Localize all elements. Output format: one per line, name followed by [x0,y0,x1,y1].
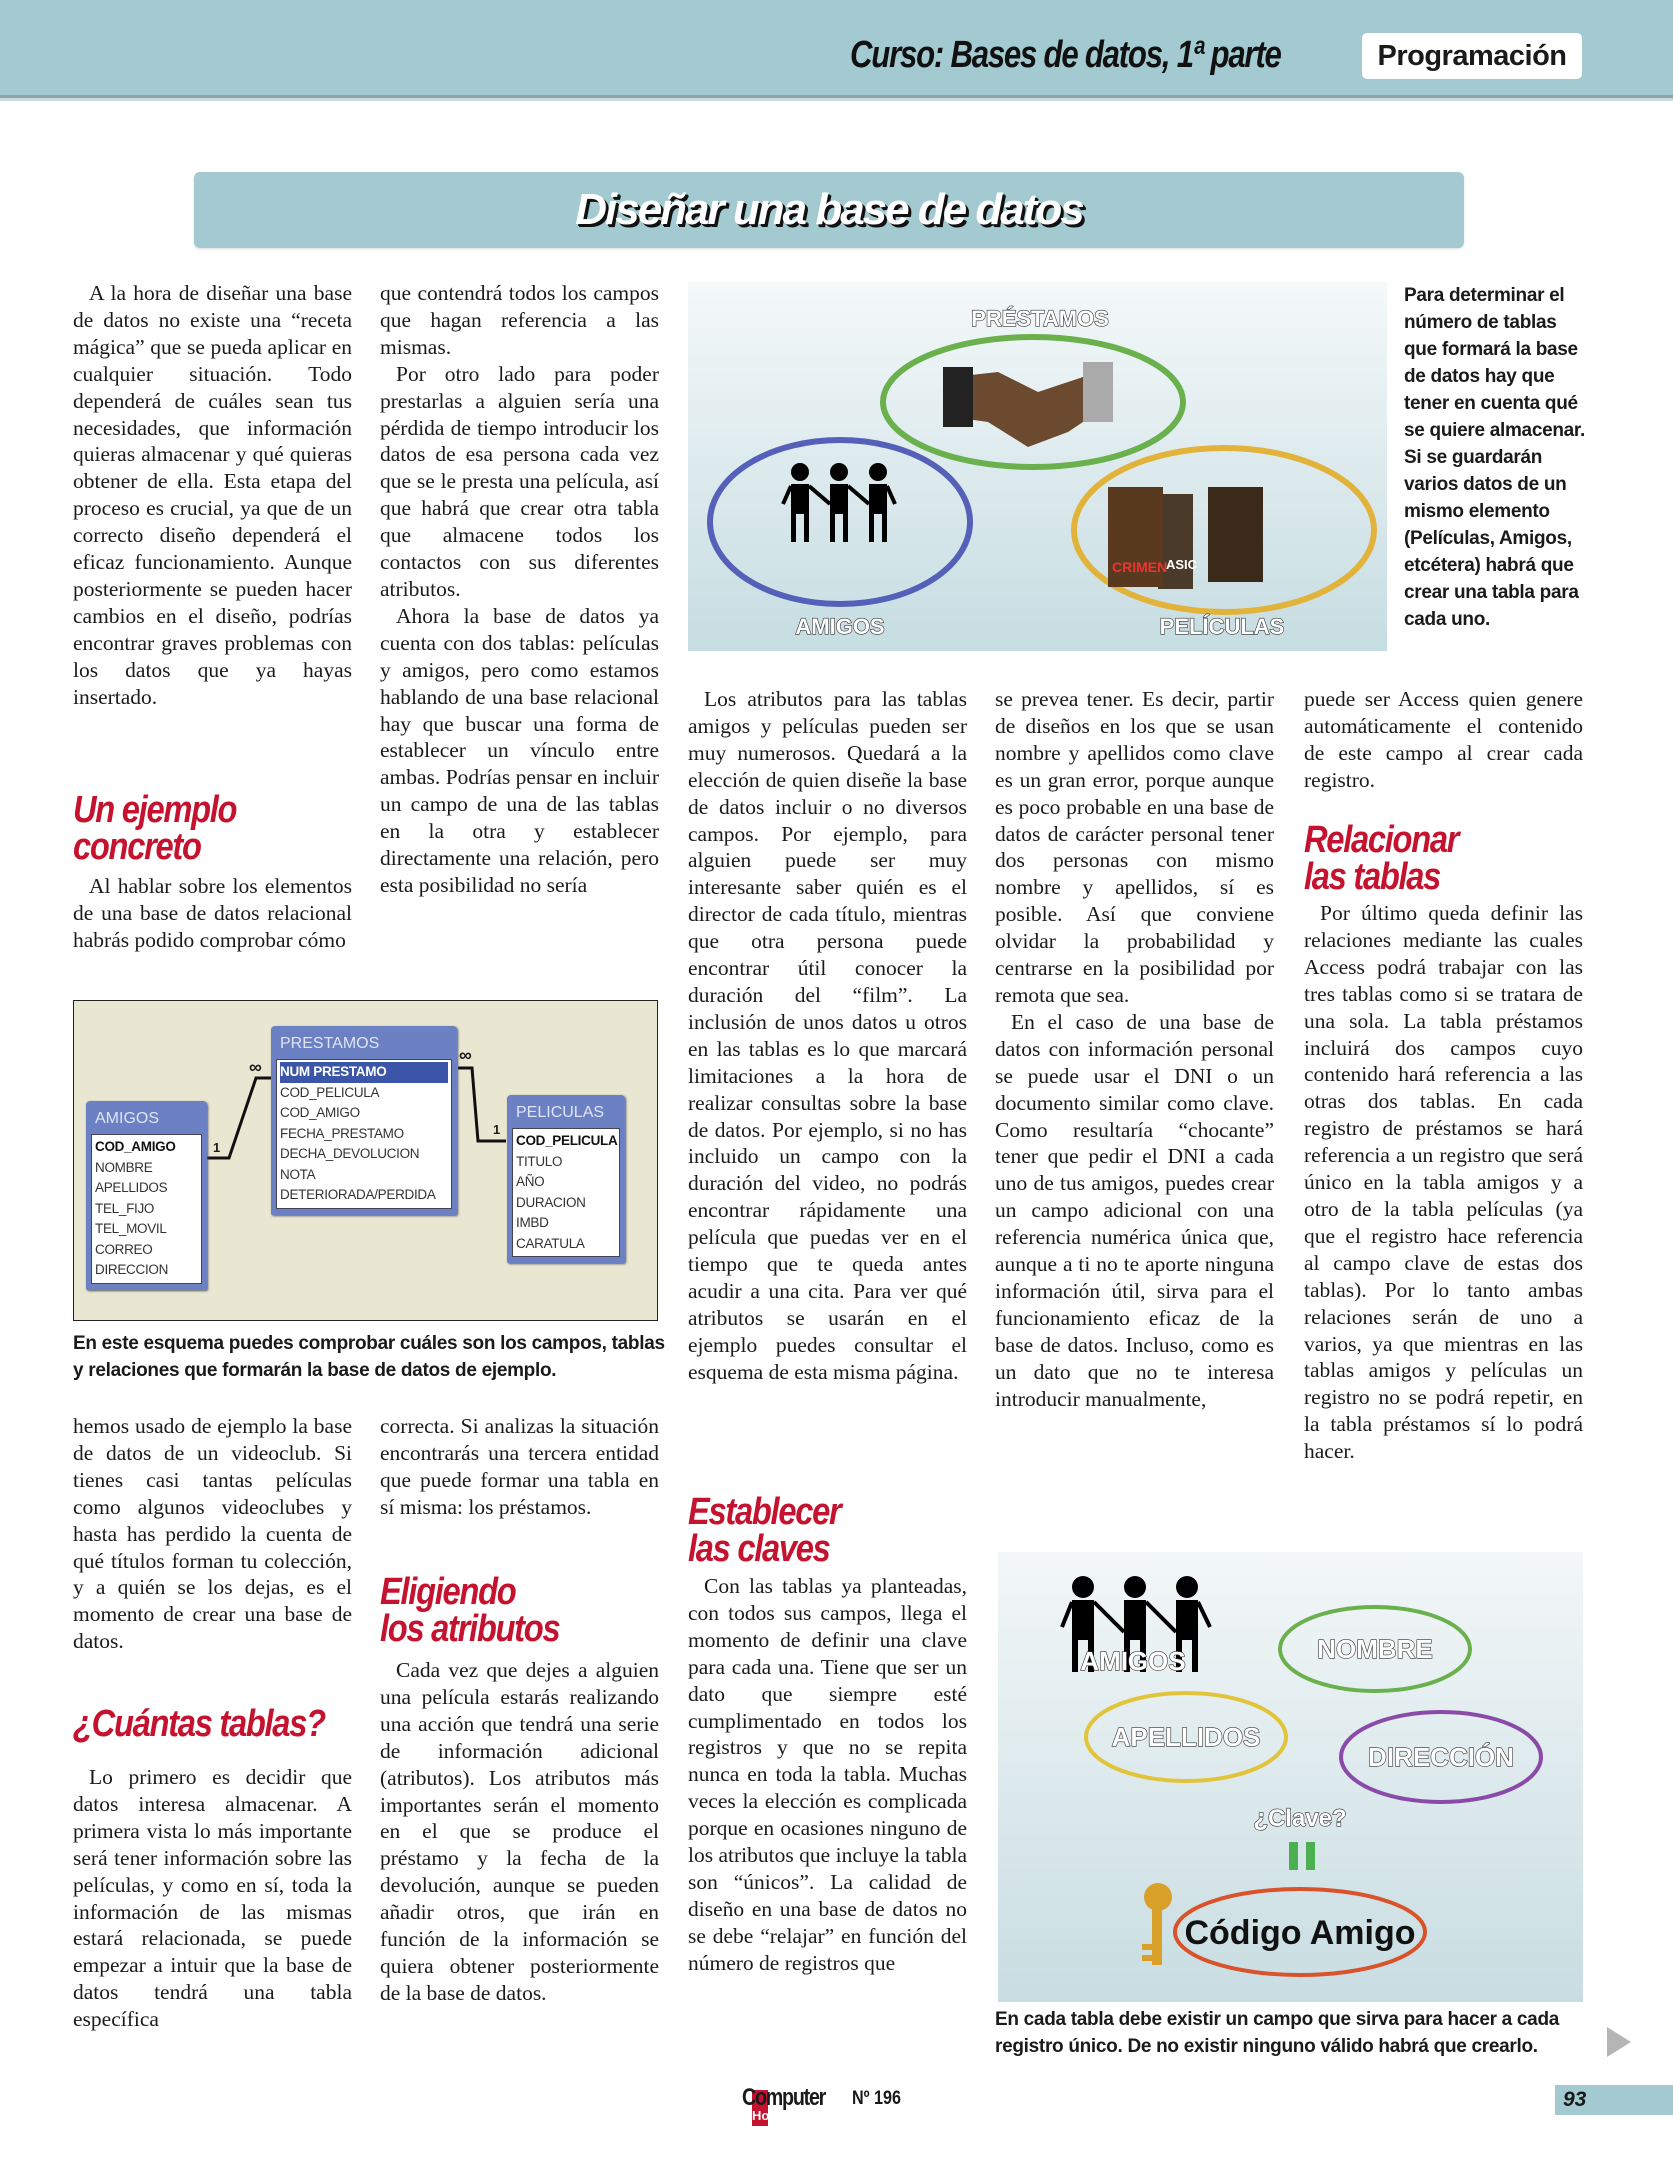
label-apellidos: APELLIDOS [1111,1722,1261,1752]
field: FECHA_PRESTAMO [280,1125,404,1141]
article-title-banner [194,172,1464,248]
column-1-bottom [73,1413,352,1655]
field: COD_PELICULA [280,1084,380,1100]
heading-line: Un ejemplo [73,789,237,831]
schema-diagram [73,1000,658,1321]
heading-atributos [380,1571,560,1650]
paragraph: Al hablar sobre los elementos de una base de datos relacional habrás podido comprobar cómo [73,874,352,952]
heading-line: las claves [688,1528,830,1570]
paragraph: A la hora de diseñar una base de datos no existe una “receta mágica” que se pueda aplicar en cualquier situación. Todo dependerá de cuáles sean tus necesidades, que información quieras almacenar y qué quieras obtener de ella. Esta etapa del proceso es crucial, ya que de un correcto diseño dependerá el eficaz funcionamiento. Aunque posteriormente se pueden hacer cambios en el diseño, podrías encontrar graves problemas con los datos que ya hayas insertado. [73,281,352,709]
field: NUM PRESTAMO [280,1062,448,1083]
column-3 [688,686,967,1386]
field: TEL_FIJO [95,1200,155,1216]
field: DURACION [516,1194,586,1210]
header-rule [0,98,1673,101]
paragraph: puede ser Access quien genere automáticamente el contenido de este campo al crear cada registro. [1304,687,1583,792]
heading-line: Eligiendo [380,1571,516,1613]
label-prestamos: PRÉSTAMOS [971,306,1109,331]
cover-text: ASIC [1166,557,1198,572]
label-amigos: AMIGOS [1080,1646,1186,1676]
field: COD_AMIGO [280,1105,360,1120]
paragraph: Ahora la base de datos ya cuenta con dos tablas: películas y amigos, pero como estamos hablando de una base relacional hay que buscar una forma de establecer un vínculo entre ambas. Podrías pensar en incluir un campo de una de las tablas en la otra y establecer directamente una relación, pero esta posibilidad no sería [380,603,659,897]
column-2-end [380,1657,659,2007]
label-amigos: AMIGOS [795,614,885,639]
field: NOMBRE [95,1159,153,1175]
table-name: AMIGOS [95,1110,160,1127]
heading-claves [688,1491,841,1570]
relation-one-label: 1 [493,1122,501,1137]
paragraph: Los atributos para las tablas amigos y películas pueden ser muy numerosos. Quedará a la elección de quien diseñe la base de datos incluir o no diversos campos. Por ejemplo, para alguien puede ser muy interesante saber quién es el director de cada título, mientras que otra persona puede encontrar útil conocer la duración del “film”. La inclusión de unos datos u otros en las tablas es lo que marcará limitaciones a la hora de realizar consultas sobre la base de datos. Por ejemplo, si no has incluido un campo con la duración del video, no podrás encontrar rápidamente una película que puedas ver en el tiempo que te queda antes acudir a una cita. Para ver qué atributos se usarán en el ejemplo puedes consultar el esquema de esta misma página. [688,687,967,1384]
schema-caption: En este esquema puedes comprobar cuáles son los campos, tablas y relaciones que formarán la base de datos de ejemplo. [73,1333,665,1381]
field: COD_AMIGO [95,1139,176,1154]
column-1-top [73,280,352,711]
table-name: PELICULAS [516,1104,605,1121]
label-clave: ¿Clave? [1253,1805,1347,1832]
page-number: 93 [1555,2085,1673,2115]
paragraph: Con las tablas ya planteadas, con todos sus campos, llega el momento de definir una clave para cada una. Tiene que ser un dato que siempre esté cumplimentado en todos los registros y que no se repita nunca en toda la tabla. Muchas veces la elección es complicada porque en ocasiones ninguno de los atributos que incluye la tabla son “únicos”. La calidad de diseño en una base de datos no se debe “relajar” en función del número de registros que [688,1574,967,1975]
column-5 [1304,686,1583,794]
column-5-end [1304,900,1583,1465]
label-nombre: NOMBRE [1317,1634,1433,1664]
table-amigos [86,1101,207,1290]
paragraph: Por otro lado para poder prestarlas a alguien sería una pérdida de tiempo introducir los datos de esa persona cada vez que se le presta una película, así que habrá que crear otra tabla que almacene todos los contactos con sus diferentes atributos. [380,361,659,601]
section-label: Programación [1362,33,1582,79]
logo-subtext: Hoy [752,2108,777,2123]
label-codigo-amigo: Código Amigo [1184,1914,1416,1952]
column-2-bottom [380,1413,659,1521]
paragraph: Cada vez que dejes a alguien una película estarás realizando una acción que tendrá una serie de información adicional (atributos). Los atributos más importantes serán el momento en el que se produce el préstamo y la fecha de la devolución, aunque se pueden añadir otros, que irán en función de la información se quiera obtener posteriormente de la base de datos. [380,1658,659,2005]
relation-many-label: ∞ [459,1045,472,1065]
paragraph: Por último queda definir las relaciones mediante las cuales Access podrá trabajar con las tres tablas como si se tratara de una sola. La tabla préstamos incluirá dos campos cuyo contenido hará referencia a las otras dos tablas. En cada registro de préstamos se hará referencia a un registro que será único en la tabla amigos y a otro de la tabla películas (ya que el registro hace referencia al campo clave de estas dos tablas). Por lo tanto ambas relaciones serán de uno a varios, ya que mientras en las tablas amigos y películas un registro no se podrá repetir, en la tabla préstamos sí lo podrá hacer. [1304,901,1583,1464]
key-icon [1142,1883,1172,1965]
paragraph: hemos usado de ejemplo la base de datos de un videoclub. Si tienes casi tantas películas como algunos videoclubes y hasta has perdido la cuenta de qué títulos forman tu colección, y a quién se los dejas, es el momento de crear una base de datos. [73,1414,352,1654]
key-figure [998,1552,1583,2002]
field: CORREO [95,1241,153,1257]
heading-line: Relacionar [1304,819,1459,861]
field: DETERIORADA/PERDIDA [280,1187,436,1202]
heading-line: las tablas [1304,856,1441,898]
column-2-top [380,280,659,899]
people-icon [783,463,895,542]
key-caption: En cada tabla debe existir un campo que sirva para hacer a cada registro único. De no existir ninguno válido habrá que crearlo. [995,2009,1560,2057]
heading-line: concreto [73,826,201,868]
paragraph: que contendrá todos los campos que hagan referencia a las mismas. [380,281,659,359]
column-3-end [688,1573,967,1977]
relation-many-label: ∞ [249,1057,262,1077]
label-peliculas: PELÍCULAS [1159,614,1285,639]
field: TEL_MOVIL [95,1221,167,1236]
heading-ejemplo [73,789,237,868]
table-peliculas [507,1095,625,1263]
field: NOTA [280,1166,316,1182]
heading-line: Establecer [688,1491,841,1533]
field: APELLIDOS [95,1180,168,1195]
course-title: Curso: Bases de datos, 1ª parte [850,34,1281,76]
article-title: Diseñar una base de datos [575,185,1083,234]
field: DIRECCION [95,1262,169,1277]
field: TITULO [516,1153,563,1169]
cover-text: CRIMEN [1112,559,1168,575]
entities-figure [688,282,1387,651]
entities-caption: Para determinar el número de tablas que formará la base de datos hay que tener en cuenta qué se quiere almacenar. Si se guardarán varios datos de un mismo elemento (Películas, Amigos, etcétera) habrá que crear una tabla para cada uno. [1404,285,1585,630]
issue-number: Nº 196 [852,2088,901,2109]
relation-one-label: 1 [213,1140,221,1155]
field: DECHA_DEVOLUCION [280,1146,420,1161]
label-direccion: DIRECCIÓN [1368,1742,1514,1772]
handshake-icon [943,362,1113,447]
paragraph: se prevea tener. Es decir, partir de diseños en los que se usan nombre y apellidos como clave es un gran error, porque aunque es poco probable en una base de datos de carácter personal tener dos personas con mismo nombre y apellidos, sí es posible. Así que conviene olvidar la probabilidad y centrarse en la posibilidad por remota que sea. [995,687,1274,1007]
heading-cuantas-tablas: ¿Cuántas tablas? [73,1703,325,1745]
paragraph: En el caso de una base de datos con información personal se puede usar el DNI o un documento similar como clave. Como resultaría “chocante” tener que pedir el DNI a cada uno de tus amigos, puedes crear un campo adicional con una referencia numérica única que, aunque a ti no te aporte ninguna información útil, sirva para el funcionamiento eficaz de la base de datos. Incluso, como es un dato que no te interesa introducir manualmente, [995,1009,1274,1411]
entities-illustration [688,282,1387,651]
paragraph: Lo primero es decidir que datos interesa almacenar. A primera vista lo más importante será tener información sobre las películas, y como en sí, toda la información de las mismas estará relacionada, se puede empezar a intuir que la base de datos tendrá una tabla específica [73,1765,352,2032]
heading-relacionar [1304,819,1459,898]
field: AÑO [516,1174,545,1189]
key-illustration [998,1552,1583,2002]
equals-icon [1289,1842,1315,1870]
movie-covers-icon [1108,487,1263,589]
logo-text: Computer [742,2084,826,2111]
column-1-mid [73,873,352,954]
table-prestamos [271,1026,457,1215]
heading-line: los atributos [380,1608,560,1650]
field: CARATULA [516,1235,585,1251]
computer-hoy-logo [742,2084,834,2126]
column-4 [995,686,1274,1412]
field: IMBD [516,1215,549,1230]
field: COD_PELICULA [516,1133,618,1148]
table-name: PRESTAMOS [280,1035,380,1052]
column-1-end [73,1764,352,2033]
paragraph: correcta. Si analizas la situación encontrarás una tercera entidad que puede formar una tabla en sí misma: los préstamos. [380,1414,659,1519]
continue-arrow-icon [1607,2027,1631,2057]
